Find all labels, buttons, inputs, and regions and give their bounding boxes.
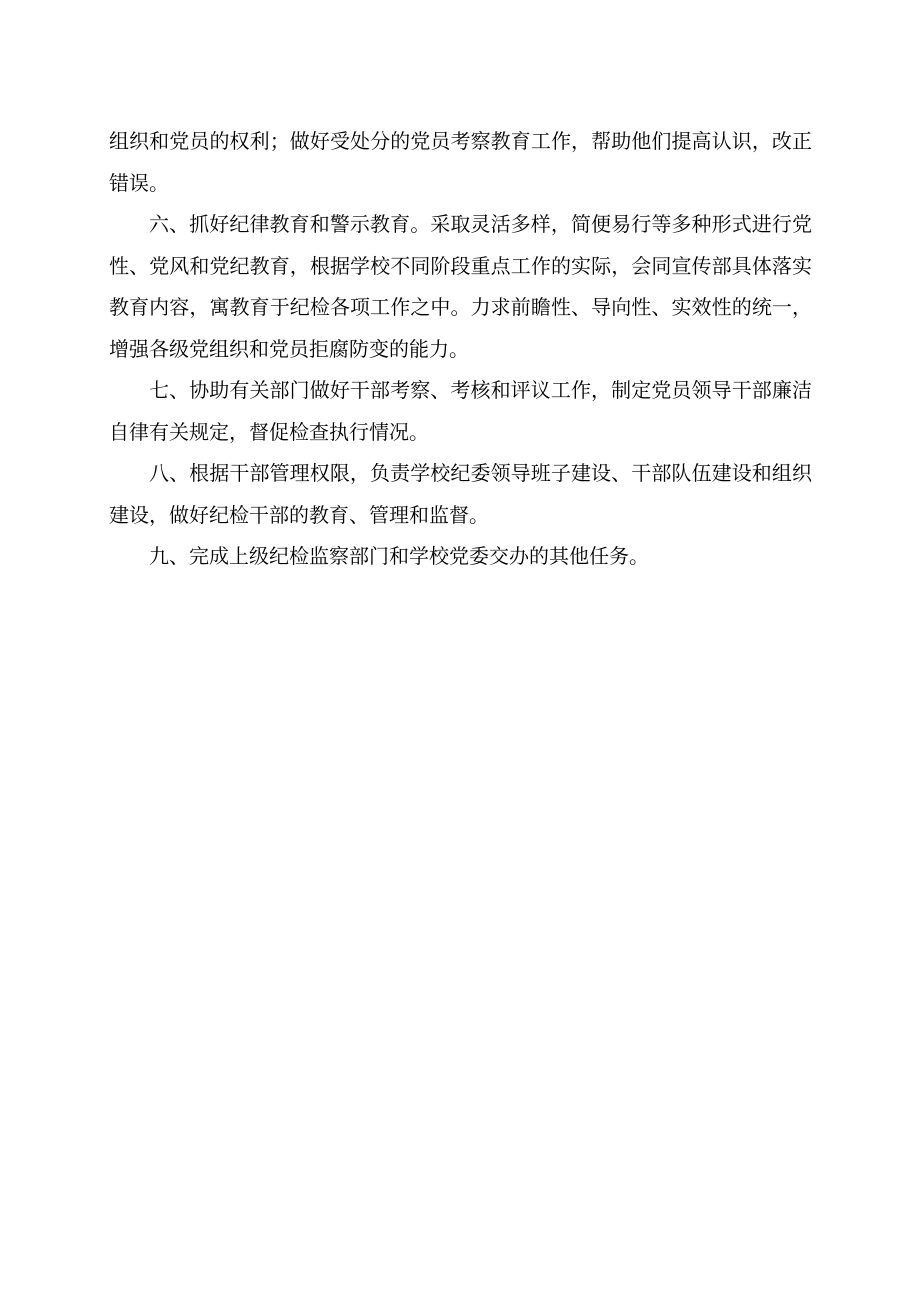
- paragraph-item-7: 七、协助有关部门做好干部考察、考核和评议工作，制定党员领导干部廉洁自律有关规定，督促检查执行情况。: [109, 378, 812, 444]
- document-body: [109, 121, 812, 578]
- paragraph-item-8: 八、根据干部管理权限，负责学校纪委领导班子建设、干部队伍建设和组织建设，做好纪检干部的教育、管理和监督。: [109, 461, 812, 527]
- paragraph-continued: 组织和党员的权利；做好受处分的党员考察教育工作，帮助他们提高认识，改正错误。: [109, 129, 812, 195]
- paragraph-item-6: 六、抓好纪律教育和警示教育。采取灵活多样，简便易行等多种形式进行党性、党风和党纪教育，根据学校不同阶段重点工作的实际，会同宣传部具体落实教育内容，寓教育于纪检各项工作之中。力求前瞻性、导向性、实效性的统一，增强各级党组织和党员拒腐防变的能力。: [109, 212, 812, 361]
- paragraph-item-9: 九、完成上级纪检监察部门和学校党委交办的其他任务。: [149, 544, 649, 568]
